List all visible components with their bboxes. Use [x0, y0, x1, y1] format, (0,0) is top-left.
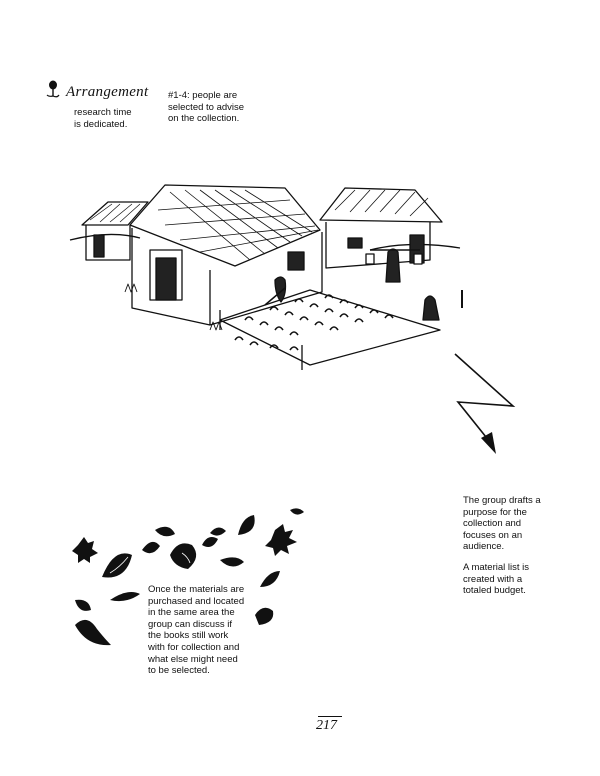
research-time-note: research time is dedicated. — [74, 107, 132, 130]
budget-note: A material list is created with a totaled budget. — [463, 562, 529, 597]
materials-note: Once the materials are purchased and located in the same area the group can discuss if the books still work with for collection and what else might need to be selected. — [148, 584, 245, 677]
advisors-note: #1-4: people are selected to advise on the collection. — [168, 90, 245, 125]
purpose-note: The group drafts a purpose for the collection and focuses on an audience. — [463, 495, 541, 553]
village-garden-illustration — [70, 180, 460, 375]
page-number: 217 — [316, 718, 337, 733]
seedling-icon — [45, 80, 61, 100]
page-number-rule — [318, 716, 342, 717]
zigzag-arrow-icon — [448, 350, 523, 460]
section-title: Arrangement — [66, 84, 149, 100]
